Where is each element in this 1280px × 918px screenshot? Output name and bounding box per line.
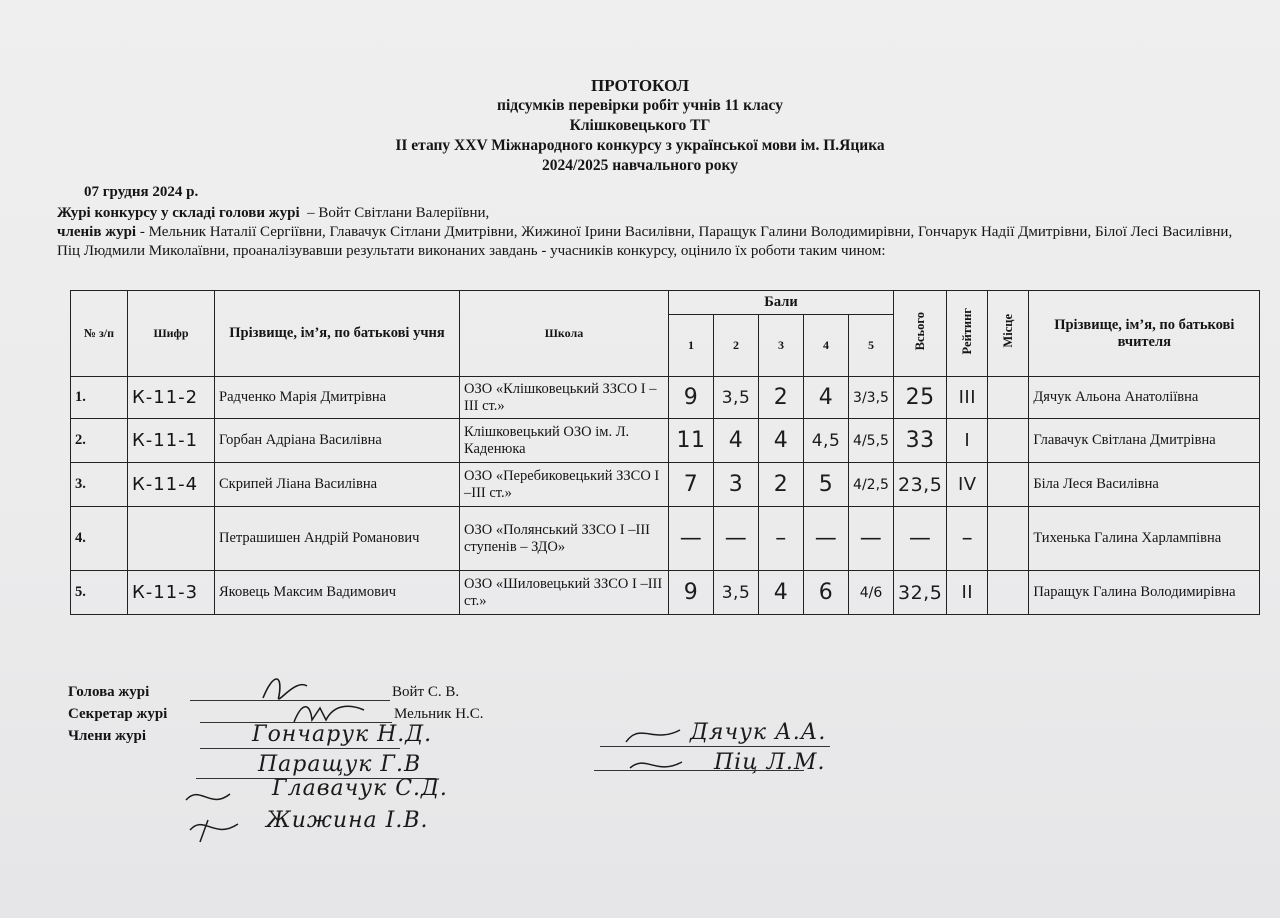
jury-label: Журі конкурсу у складі голови журі [57,205,300,221]
row-total: 33 [894,419,947,463]
results-table [70,290,1260,615]
row-cipher [128,507,215,571]
row-total: 25 [894,377,947,419]
row-teacher: Тихенька Галина Харлампівна [1029,507,1260,571]
document-title: ПРОТОКОЛ [590,76,689,95]
row-score-3: 4 [759,571,804,615]
row-school: ОЗО «Клішковецький ЗЗСО І –ІІІ ст.» [460,377,669,419]
row-score-2: 4 [714,419,759,463]
subtitle-line-1: підсумків перевірки робіт учнів 11 класу [497,97,783,114]
header-score-3: 3 [759,315,804,377]
row-num: 3. [71,463,128,507]
table-row [71,571,1260,615]
head-name: Войт С. В. [392,684,460,700]
row-place [988,377,1029,419]
row-total: 32,5 [894,571,947,615]
row-score-5: — [849,507,894,571]
header-score-1: 1 [669,315,714,377]
members-label: членів журі [57,224,137,240]
row-score-5: 3/3,5 [849,377,894,419]
row-num: 4. [71,507,128,571]
row-place [988,507,1029,571]
row-score-3: 2 [759,377,804,419]
row-score-2: 3,5 [714,571,759,615]
row-student: Яковець Максим Вадимович [215,571,460,615]
subtitle-line-2: Клішковецького ТГ [569,117,711,134]
secretary-name: Мельник Н.С. [394,706,484,722]
member-initials-marks-right [620,718,690,788]
member-signature-3: Главачук С.Д. [272,776,448,801]
row-score-4: 4,5 [804,419,849,463]
table-row [71,377,1260,419]
row-rating: – [947,507,988,571]
row-student: Горбан Адріана Василівна [215,419,460,463]
row-student: Скрипей Ліана Василівна [215,463,460,507]
row-num: 5. [71,571,128,615]
row-score-3: 2 [759,463,804,507]
member-signature-6: Піц Л.М. [714,750,826,775]
row-teacher: Дячук Альона Анатоліївна [1029,377,1260,419]
intro-paragraph [57,204,1257,261]
header-total: Всього [894,291,947,377]
subtitle-line-3: ІІ етапу XXV Міжнародного конкурсу з української мови ім. П.Яцика [395,137,885,154]
header-rating: Рейтинг [947,291,988,377]
row-score-5: 4/2,5 [849,463,894,507]
row-teacher: Біла Леся Василівна [1029,463,1260,507]
member-line-1 [200,748,400,749]
row-score-2: — [714,507,759,571]
header-score-2: 2 [714,315,759,377]
row-place [988,571,1029,615]
row-num: 2. [71,419,128,463]
row-cipher: К-11-2 [128,377,215,419]
row-score-1: 9 [669,571,714,615]
row-teacher: Главачук Світлана Дмитрівна [1029,419,1260,463]
header-scores: Бали [669,291,894,315]
members-text: - Мельник Наталії Сергіївни, Главачук Сітлани Дмитрівни, Жижиної Ірини Василівни, Паращук Галини Володимирівни, Гончарук Надії Дмитрівни, Білої Лесі Василівни, Піц Людмили Миколаївни, проаналізувавши результати виконаних завдань - учасників конкурсу, оцінило їх роботи таким чином: [57,224,1233,259]
table-row [71,419,1260,463]
secretary-label: Секретар журі [68,706,168,722]
row-cipher: К-11-4 [128,463,215,507]
member-initials-marks [180,780,250,850]
row-place [988,419,1029,463]
table-row [71,463,1260,507]
row-place [988,463,1029,507]
row-score-2: 3,5 [714,377,759,419]
header-place: Місце [988,291,1029,377]
header-teacher: Прізвище, ім’я, по батькові вчителя [1029,291,1260,377]
members-signature-label: Члени журі [68,728,147,744]
row-teacher: Паращук Галина Володимирівна [1029,571,1260,615]
row-score-4: 6 [804,571,849,615]
row-score-5: 4/6 [849,571,894,615]
row-score-4: — [804,507,849,571]
row-school: ОЗО «Перебиковецький ЗЗСО І –ІІІ ст.» [460,463,669,507]
row-score-3: – [759,507,804,571]
row-total: — [894,507,947,571]
row-student: Радченко Марія Дмитрівна [215,377,460,419]
row-score-2: 3 [714,463,759,507]
head-label: Голова журі [68,684,150,700]
row-score-5: 4/5,5 [849,419,894,463]
member-signature-1: Гончарук Н.Д. [252,722,433,747]
header-score-5: 5 [849,315,894,377]
header-cipher: Шифр [128,291,215,377]
row-score-3: 4 [759,419,804,463]
row-rating: ІІ [947,571,988,615]
row-score-1: 9 [669,377,714,419]
row-score-4: 5 [804,463,849,507]
row-score-1: — [669,507,714,571]
header-student: Прізвище, ім’я, по батькові учня [215,291,460,377]
member-signature-4: Жижина І.В. [266,808,429,833]
document-date: 07 грудня 2024 р. [84,184,199,200]
subtitle-line-4: 2024/2025 навчального року [542,157,738,174]
jury-head: – Войт Світлани Валеріївни, [307,205,490,221]
header-num: № з/п [71,291,128,377]
row-score-4: 4 [804,377,849,419]
row-rating: ІІІ [947,377,988,419]
row-student: Петрашишен Андрій Романович [215,507,460,571]
row-rating: І [947,419,988,463]
row-num: 1. [71,377,128,419]
row-school: Клішковецький ОЗО ім. Л. Каденюка [460,419,669,463]
row-total: 23,5 [894,463,947,507]
row-score-1: 7 [669,463,714,507]
row-school: ОЗО «Полянський ЗЗСО І –ІІІ ступенів – ЗДО» [460,507,669,571]
row-rating: ІV [947,463,988,507]
row-cipher: К-11-3 [128,571,215,615]
header-score-4: 4 [804,315,849,377]
header-school: Школа [460,291,669,377]
row-score-1: 11 [669,419,714,463]
row-cipher: К-11-1 [128,419,215,463]
row-school: ОЗО «Шиловецький ЗЗСО І –ІІІ ст.» [460,571,669,615]
table-row [71,507,1260,571]
member-signature-2: Паращук Г.В [258,752,422,777]
header [300,76,980,176]
member-signature-5: Дячук А.А. [690,720,827,745]
